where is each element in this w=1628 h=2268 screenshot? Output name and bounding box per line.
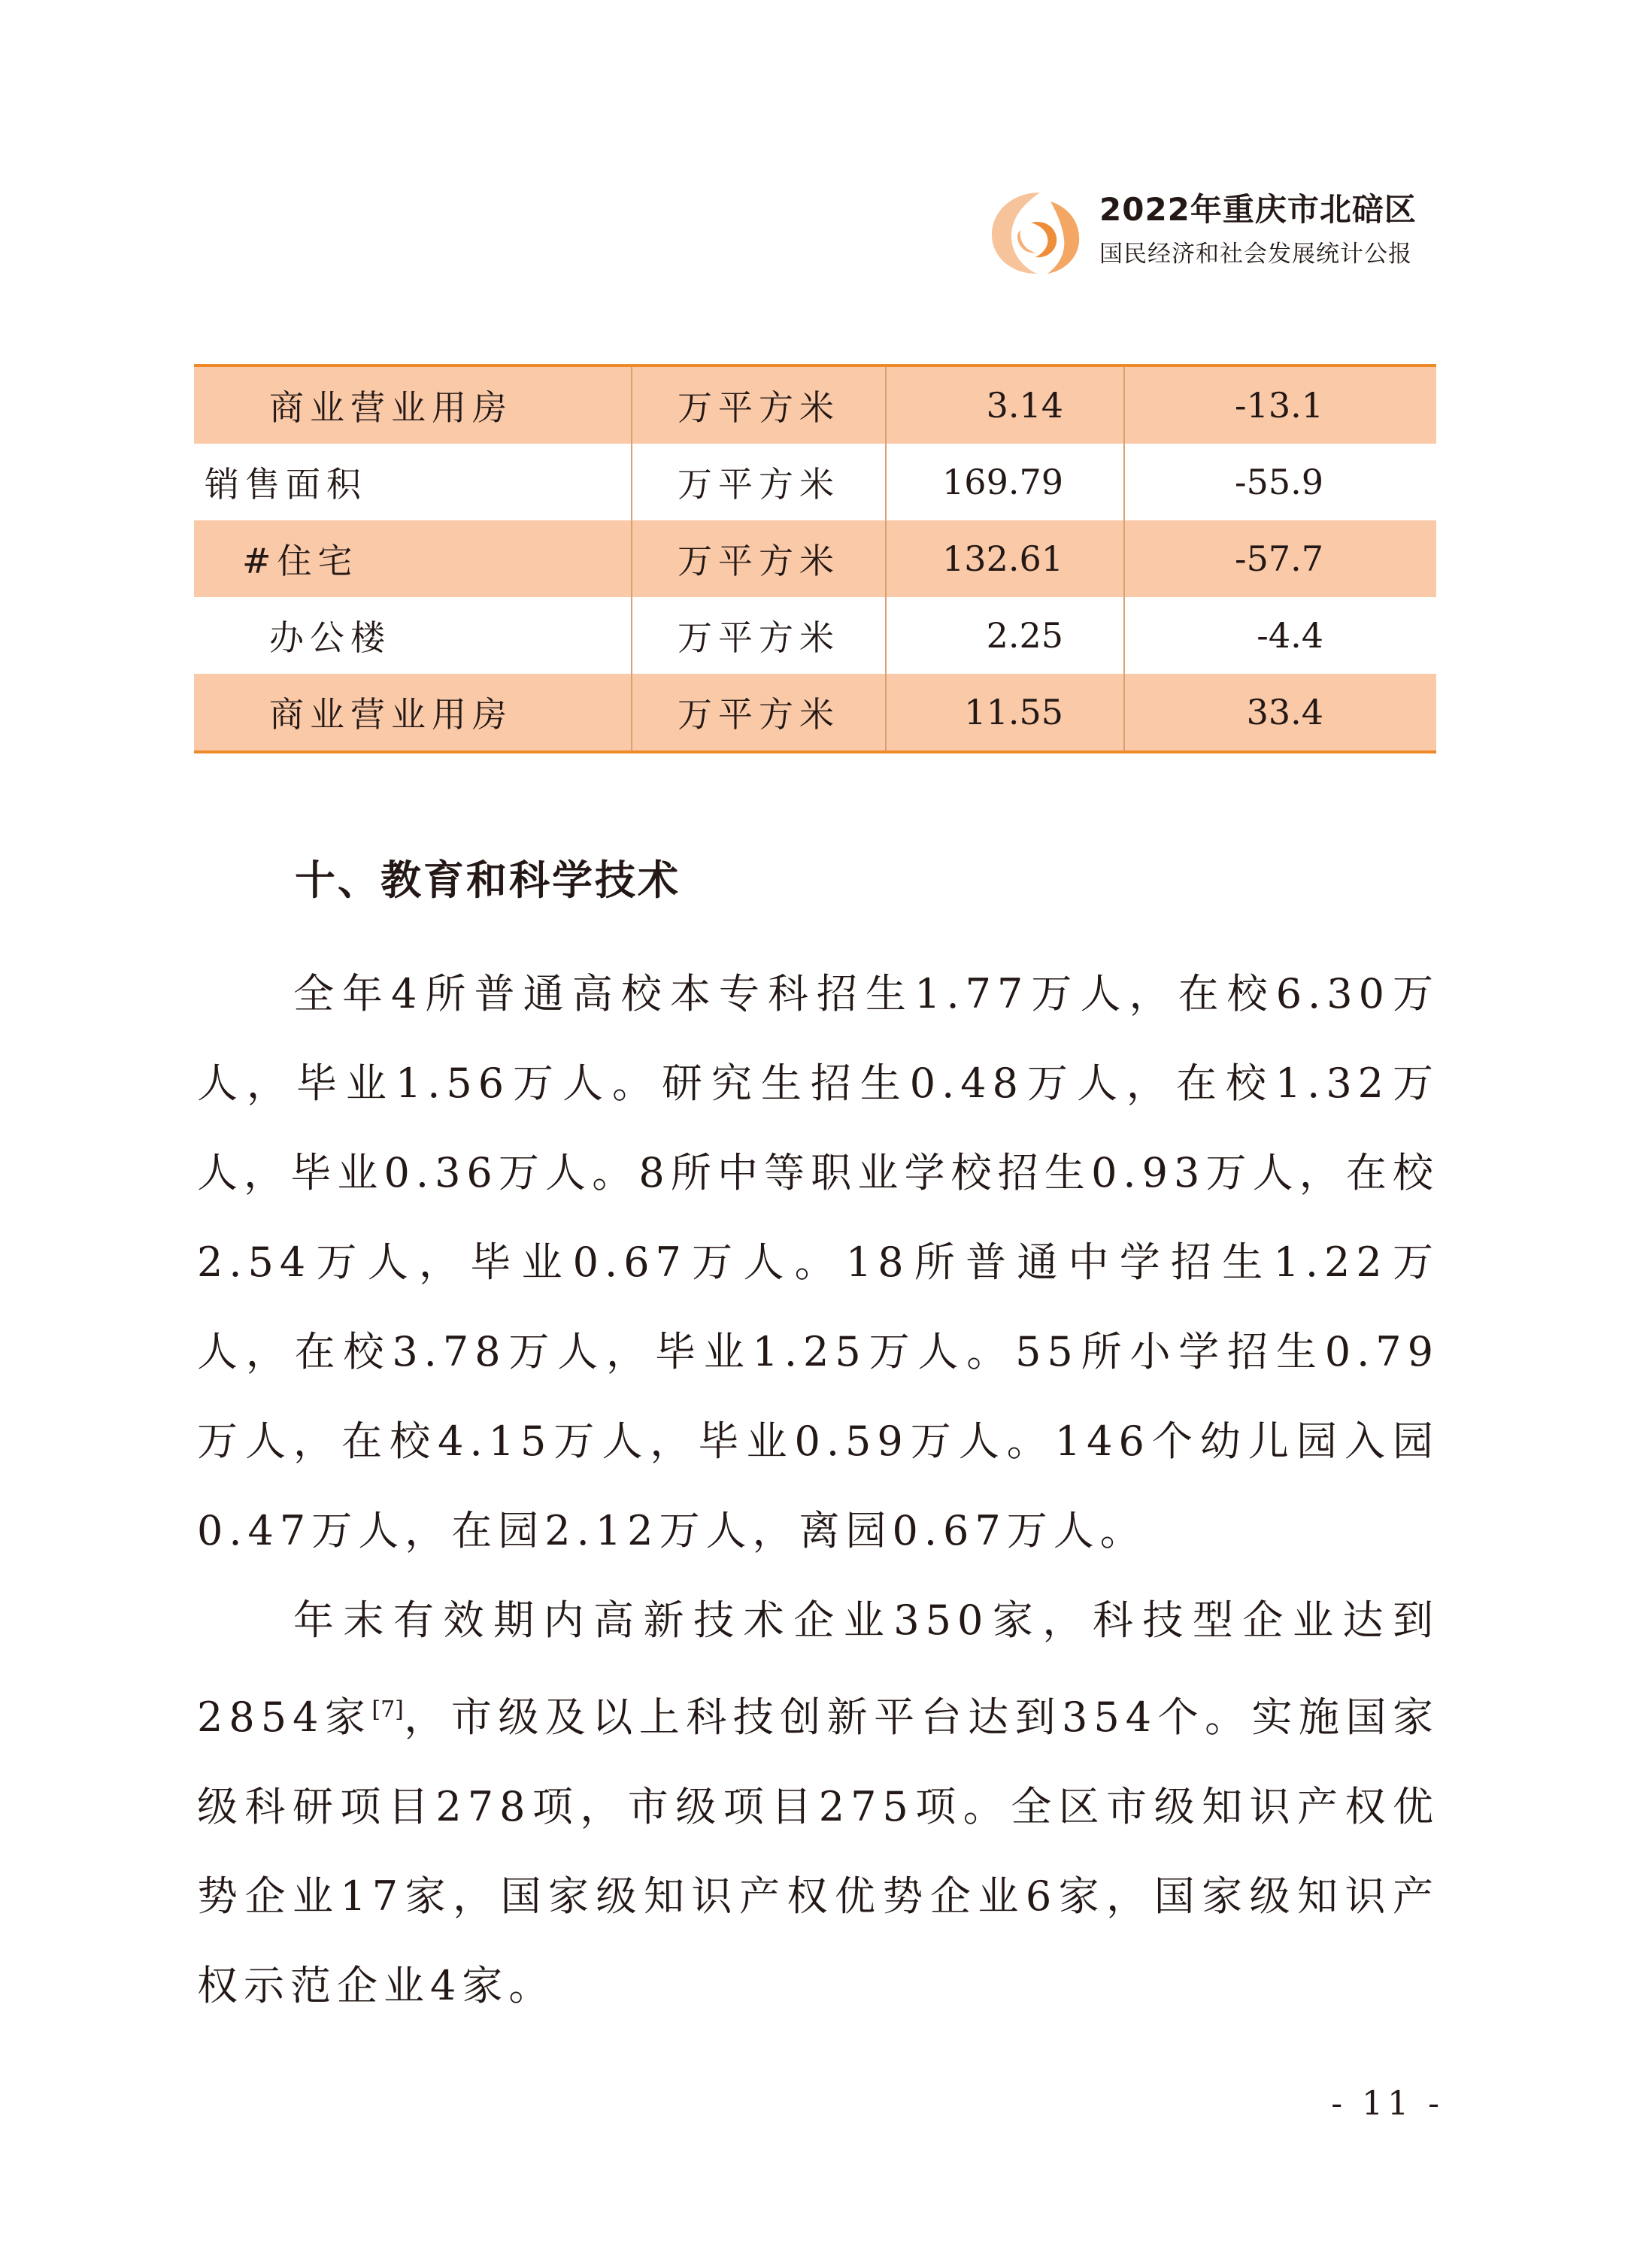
table-row: [194, 674, 1436, 752]
row-rate: -57.7: [1124, 520, 1436, 597]
row-value: 132.61: [886, 520, 1124, 597]
row-rate: -13.1: [1124, 365, 1436, 444]
technology-text-b: ，市级及以上科技创新平台达到354个。实施国家级科研项目278项，市级项目275项。全区市级知识产权优势企业17家，国家级知识产权优势企业6家，国家级知识产权示范企业4家。: [197, 1693, 1439, 2009]
table-row: [194, 520, 1436, 597]
row-value: 11.55: [886, 674, 1124, 752]
table-row: [194, 444, 1436, 520]
row-value: 169.79: [886, 444, 1124, 520]
table-row: [194, 597, 1436, 674]
row-value: 2.25: [886, 597, 1124, 674]
row-value: 3.14: [886, 365, 1124, 444]
header-title: 2022年重庆市北碚区: [1099, 191, 1417, 228]
education-paragraph: 全年4所普通高校本专科招生1.77万人，在校6.30万人，毕业1.56万人。研究生招生0.48万人，在校1.32万人，毕业0.36万人。8所中等职业学校招生0.93万人，在校2.54万人，毕业0.67万人。18所普通中学招生1.22万人，在校3.78万人，毕业1.25万人。55所小学招生0.79万人，在校4.15万人，毕业0.59万人。146个幼儿园入园0.47万人，在园2.12万人，离园0.67万人。: [197, 970, 1439, 1554]
row-rate: -55.9: [1124, 444, 1436, 520]
row-name: #住宅: [194, 520, 632, 597]
row-unit: 万平方米: [632, 365, 886, 444]
row-unit: 万平方米: [632, 597, 886, 674]
row-unit: 万平方米: [632, 674, 886, 752]
row-rate: 33.4: [1124, 674, 1436, 752]
technology-paragraph: [197, 1575, 1439, 2030]
section-title: 十、教育和科学技术: [295, 857, 681, 904]
row-name: 销售面积: [205, 464, 367, 505]
footnote-ref[interactable]: [7]: [371, 1696, 404, 1723]
row-name: 商业营业用房: [194, 674, 632, 752]
bulletin-logo: [981, 186, 1087, 277]
row-rate: -4.4: [1124, 597, 1436, 674]
row-name: 商业营业用房: [194, 365, 632, 444]
technology-text-a: 年末有效期内高新技术企业350家，科技型企业达到2854家: [197, 1596, 1439, 1741]
page-number: - 11 -: [1331, 2085, 1444, 2123]
sales-area-table: [194, 364, 1436, 753]
header-subtitle: 国民经济和社会发展统计公报: [1099, 241, 1412, 268]
table-row: [194, 365, 1436, 444]
row-name: 办公楼: [269, 617, 391, 658]
row-unit: 万平方米: [632, 520, 886, 597]
row-unit: 万平方米: [632, 444, 886, 520]
